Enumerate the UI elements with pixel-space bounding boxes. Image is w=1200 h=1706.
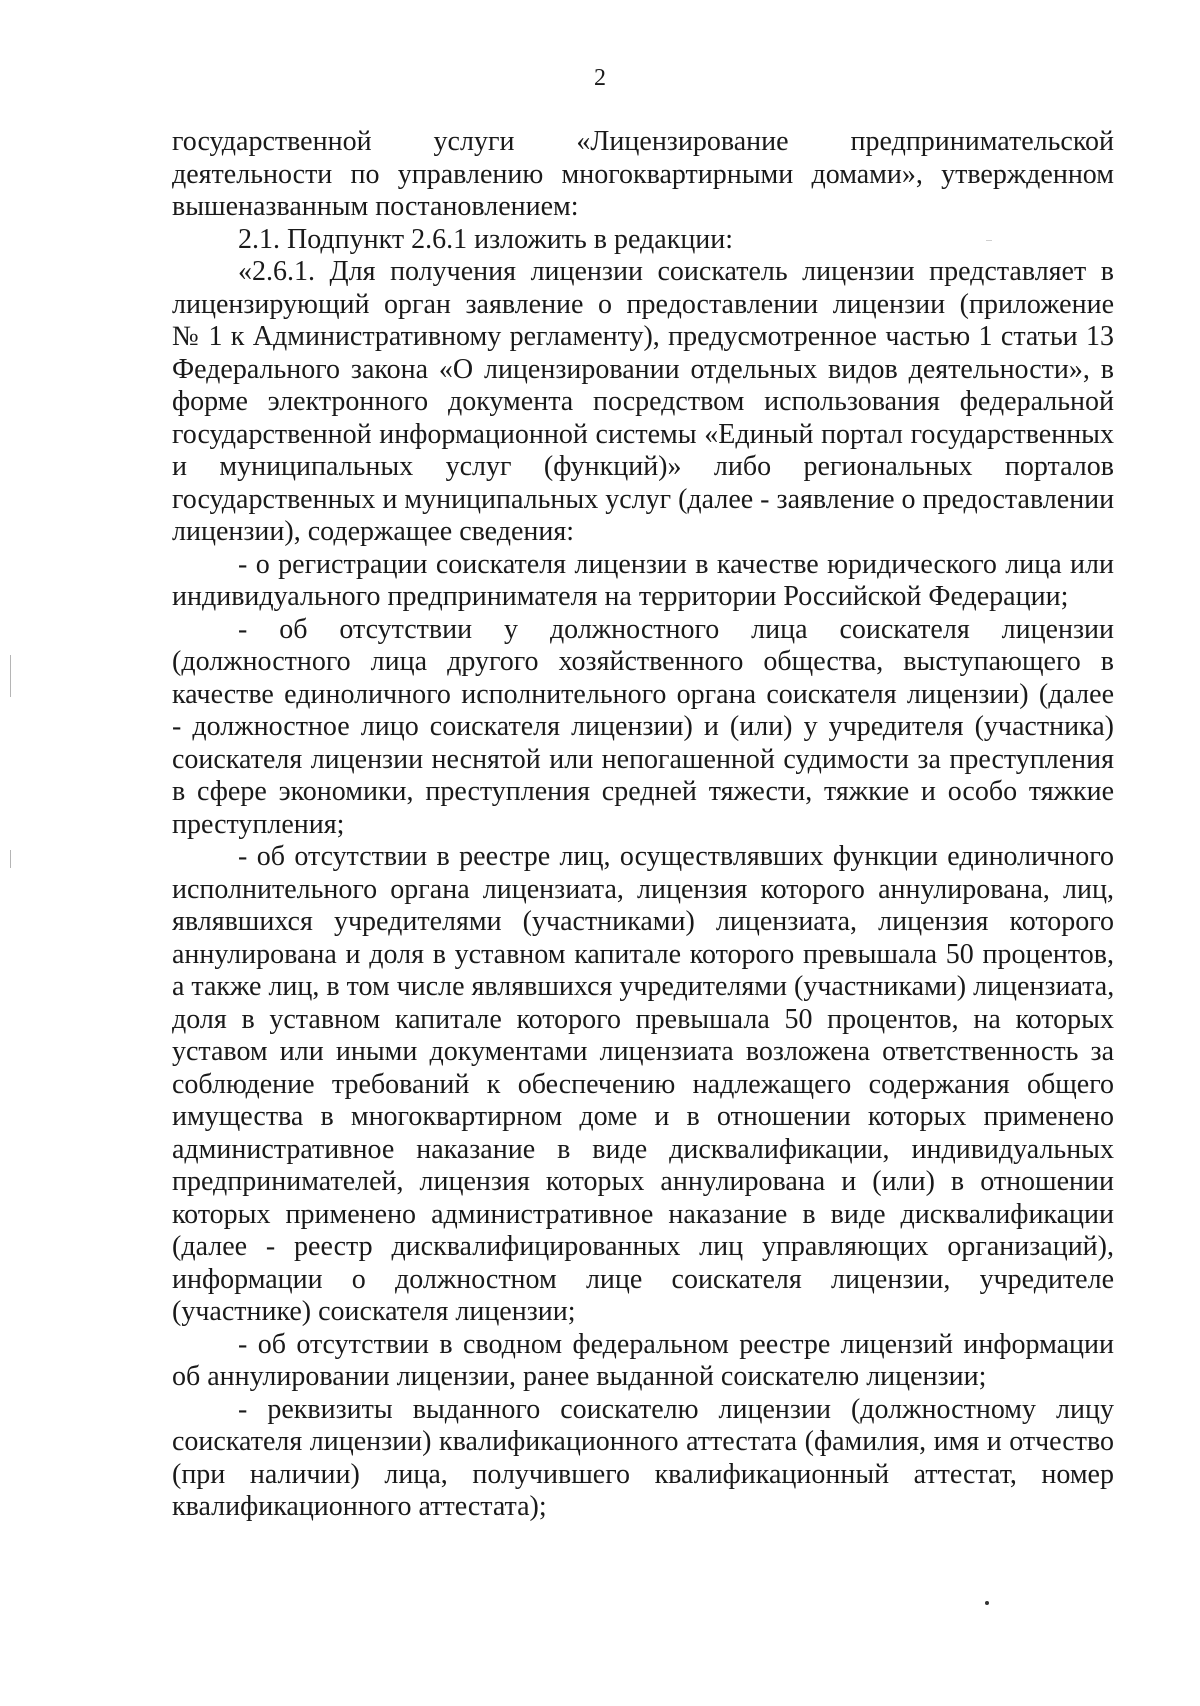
text-line: качестве единоличного исполнительного органа соискателя лицензии) (далее bbox=[172, 678, 1114, 710]
page-number: 2 bbox=[594, 65, 606, 91]
text-line: преступления; bbox=[172, 808, 345, 840]
text-line: форме электронного документа посредством использования федеральной bbox=[172, 386, 1114, 417]
text-line: (участнике) соискателя лицензии; bbox=[172, 1296, 576, 1327]
scan-artifact-left bbox=[10, 655, 11, 697]
ink-dot-mark bbox=[985, 1601, 989, 1605]
text-line: (должностного лица другого хозяйственного общества, выступающего в bbox=[172, 646, 1114, 677]
text-line: - об отсутствии в сводном федеральном реестре лицензий информации bbox=[238, 1328, 1114, 1360]
text-line: индивидуального предпринимателя на территории Российской Федерации; bbox=[172, 581, 1069, 612]
text-line: доля в уставном капитале которого превышала 50 процентов, на которых bbox=[172, 1003, 1114, 1035]
text-line: 2.1. Подпункт 2.6.1 изложить в редакции: bbox=[238, 223, 734, 255]
text-line: № 1 к Административному регламенту), предусмотренное частью 1 статьи 13 bbox=[172, 321, 1114, 352]
text-line: - должностное лицо соискателя лицензии) и (или) у учредителя (участника) bbox=[172, 711, 1114, 742]
text-line: которых применено административное наказание в виде дисквалификации bbox=[172, 1198, 1114, 1230]
text-line: лицензии), содержащее сведения: bbox=[172, 516, 575, 547]
text-line: (далее - реестр дисквалифицированных лиц управляющих организаций), bbox=[172, 1231, 1114, 1262]
text-line: в сфере экономики, преступления средней тяжести, тяжкие и особо тяжкие bbox=[172, 776, 1114, 807]
text-line: об аннулировании лицензии, ранее выданной соискателю лицензии; bbox=[172, 1361, 987, 1392]
text-line: государственных и муниципальных услуг (далее - заявление о предоставлении bbox=[172, 483, 1115, 515]
text-line: административное наказание в виде дисквалификации, индивидуальных bbox=[172, 1133, 1114, 1165]
text-line: уставом или иными документами лицензиата возложена ответственность за bbox=[172, 1036, 1114, 1067]
text-line: - об отсутствии в реестре лиц, осуществлявших функции единоличного bbox=[238, 841, 1114, 872]
text-line: соискателя лицензии неснятой или непогашенной судимости за преступления bbox=[172, 743, 1114, 775]
text-line: Федерального закона «О лицензировании отдельных видов деятельности», в bbox=[172, 353, 1114, 385]
text-line: квалификационного аттестата); bbox=[172, 1491, 547, 1522]
text-line: деятельности по управлению многоквартирными домами», утвержденном bbox=[172, 158, 1114, 190]
text-line: исполнительного органа лицензиата, лицензия которого аннулирована, лиц, bbox=[172, 873, 1114, 905]
text-line: предпринимателей, лицензия которых аннулирована и (или) в отношении bbox=[172, 1166, 1114, 1197]
text-line: и муниципальных услуг (функций)» либо региональных порталов bbox=[172, 451, 1114, 482]
scan-artifact-left-lower bbox=[10, 850, 11, 868]
text-line: соблюдение требований к обеспечению надлежащего содержания общего bbox=[172, 1068, 1114, 1100]
text-line: - реквизиты выданного соискателю лицензии (должностному лицу bbox=[238, 1393, 1114, 1425]
text-line: вышеназванным постановлением: bbox=[172, 191, 579, 222]
text-line: имущества в многоквартирном доме и в отношении которых применено bbox=[172, 1101, 1114, 1132]
scan-artifact-mark bbox=[986, 240, 992, 241]
text-line: государственной информационной системы «Единый портал государственных bbox=[172, 418, 1114, 450]
text-line: аннулирована и доля в уставном капитале которого превышала 50 процентов, bbox=[172, 938, 1114, 970]
text-line: - о регистрации соискателя лицензии в качестве юридического лица или bbox=[238, 548, 1114, 580]
text-line: соискателя лицензии) квалификационного аттестата (фамилия, имя и отчество bbox=[172, 1426, 1114, 1457]
text-line: лицензирующий орган заявление о предоставлении лицензии (приложение bbox=[172, 288, 1114, 320]
text-line: а также лиц, в том числе являвшихся учредителями (участниками) лицензиата, bbox=[172, 971, 1115, 1002]
text-line: «2.6.1. Для получения лицензии соискатель лицензии представляет в bbox=[238, 256, 1114, 287]
text-line: являвшихся учредителями (участниками) лицензиата, лицензия которого bbox=[172, 906, 1114, 937]
text-line: государственной услуги «Лицензирование предпринимательской bbox=[172, 126, 1114, 157]
document-body-text bbox=[172, 126, 1114, 1524]
text-line: - об отсутствии у должностного лица соискателя лицензии bbox=[238, 613, 1114, 645]
text-line: информации о должностном лице соискателя лицензии, учредителе bbox=[172, 1263, 1114, 1295]
text-line: (при наличии) лица, получившего квалификационный аттестат, номер bbox=[172, 1458, 1114, 1490]
